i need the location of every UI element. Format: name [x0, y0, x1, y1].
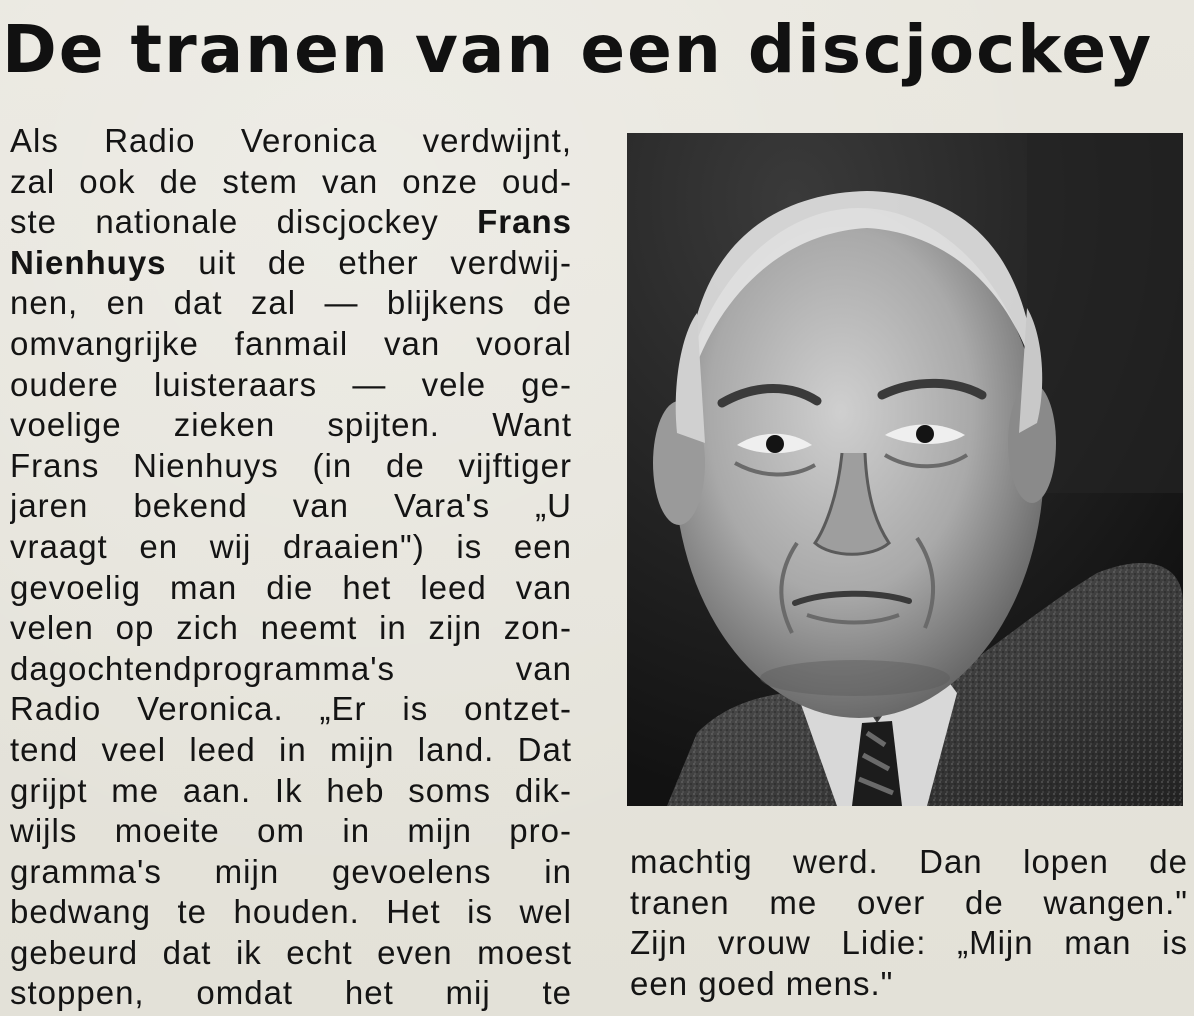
body-line: nen, en dat zal — blijkens de [10, 284, 572, 322]
body-line: Zijn vrouw Lidie: „Mijn man is [630, 924, 1188, 962]
body-line: Frans Nienhuys (in de vijftiger [10, 446, 572, 484]
body-line: Radio Veronica. „Er is ontzet- [10, 690, 572, 728]
body-line [10, 243, 572, 284]
portrait-photo [627, 133, 1183, 806]
body-line-text: ste nationale discjockey [10, 203, 478, 241]
body-line: Als Radio Veronica verdwijnt, [10, 122, 572, 159]
body-line: machtig werd. Dan lopen de [630, 843, 1188, 880]
person-name-bold: Nienhuys [10, 243, 167, 281]
person-name-bold: Frans [477, 203, 572, 241]
body-line: gramma's mijn gevoelens in [10, 852, 572, 890]
body-line: jaren bekend van Vara's „U [10, 487, 572, 525]
body-line: grijpt me aan. Ik heb soms dik- [10, 771, 572, 809]
body-line: een goed mens." [630, 964, 894, 1002]
body-line: omvangrijke fanmail van vooral [10, 324, 572, 362]
body-line: gevoelig man die het leed van [10, 568, 572, 606]
portrait-illustration [627, 133, 1183, 806]
body-line [10, 202, 572, 243]
body-line: stoppen, omdat het mij te [10, 974, 572, 1012]
body-line: gebeurd dat ik echt even moest [10, 933, 572, 971]
body-line: dagochtendprogramma's van [10, 649, 572, 687]
body-line: oudere luisteraars — vele ge- [10, 365, 572, 403]
body-line: vraagt en wij draaien") is een [10, 527, 572, 565]
article-body-left-column [10, 121, 572, 1014]
body-line: tranen me over de wangen." [630, 883, 1188, 921]
body-line: bedwang te houden. Het is wel [10, 893, 572, 931]
body-line: voelige zieken spijten. Want [10, 406, 572, 444]
body-line: wijls moeite om in mijn pro- [10, 812, 572, 850]
article-body-right-column [630, 842, 1188, 1004]
body-line: zal ook de stem van onze oud- [10, 162, 572, 200]
body-line: velen op zich neemt in zijn zon- [10, 609, 572, 647]
body-line: tend veel leed in mijn land. Dat [10, 730, 572, 768]
body-line-text: uit de ether verdwij- [166, 243, 572, 281]
article-headline: De tranen van een discjockey [2, 11, 1154, 88]
